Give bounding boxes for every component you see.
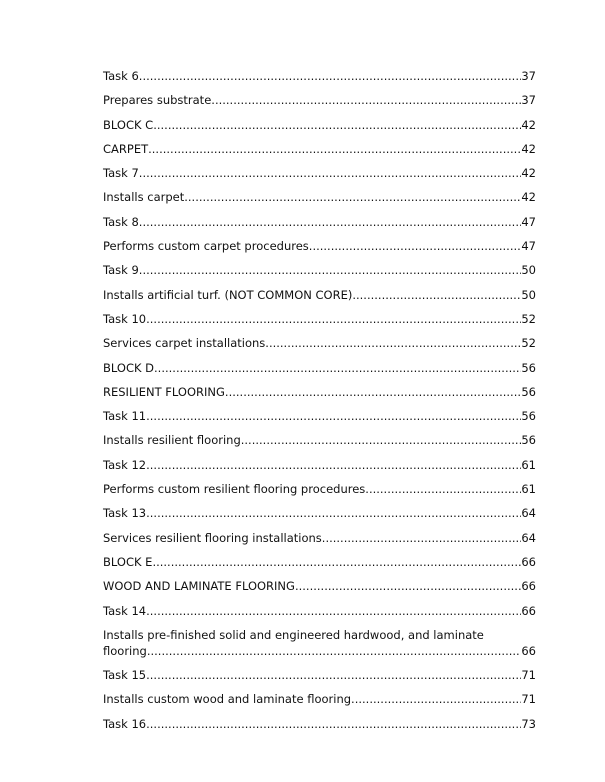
dot-leader [146, 457, 521, 473]
dot-leader [355, 691, 522, 707]
toc-entry-installs-carpet[interactable] [103, 189, 536, 205]
toc-entry-label: Installs resilient flooring. [103, 433, 245, 448]
dot-leader [154, 360, 521, 376]
toc-entry-page: 64 [521, 530, 536, 545]
toc-entry-label: Task 11 [103, 409, 147, 424]
toc-entry-block-e[interactable] [103, 554, 536, 570]
table-of-contents [103, 68, 536, 740]
toc-entry-wood-laminate[interactable] [103, 578, 536, 594]
toc-entry-resilient-flooring[interactable] [103, 384, 536, 400]
toc-entry-page: 56 [521, 409, 536, 424]
dot-leader [352, 287, 521, 303]
dot-leader [215, 92, 521, 108]
toc-entry-label: Task 16 [103, 716, 147, 731]
toc-entry-task-7[interactable] [103, 165, 536, 181]
toc-entry-label: Performs custom carpet procedures. [103, 239, 313, 254]
toc-entry-page: 50 [521, 287, 536, 302]
dot-leader [146, 603, 521, 619]
dot-leader [148, 141, 521, 157]
toc-entry-page: 37 [521, 69, 536, 83]
dot-leader [139, 68, 522, 84]
dot-leader [369, 481, 521, 497]
toc-entry-page: 61 [521, 482, 536, 497]
toc-entry-label: Task 6 [103, 69, 139, 83]
dot-leader [146, 505, 521, 521]
toc-entry-installs-resilient[interactable] [103, 432, 536, 448]
dot-leader [139, 262, 522, 278]
toc-entry-label: BLOCK E [103, 554, 153, 569]
toc-entry-block-d[interactable] [103, 360, 536, 376]
dot-leader [153, 117, 521, 133]
toc-entry-page: 61 [521, 457, 536, 472]
toc-entry-page: 56 [521, 360, 536, 375]
toc-entry-page: 47 [521, 214, 536, 229]
dot-leader [146, 408, 521, 424]
toc-entry-task-16[interactable] [103, 716, 536, 732]
dot-leader [146, 716, 521, 732]
toc-entry-label: CARPET [103, 141, 149, 156]
toc-entry-services-resilient[interactable] [103, 530, 536, 546]
dot-leader [325, 530, 521, 546]
toc-entry-page: 52 [521, 311, 536, 326]
toc-entry-label: Installs pre-finished solid and engineered hardwood, and laminate [103, 627, 484, 642]
toc-entry-label: Task 14 [103, 603, 147, 618]
toc-entry-label: Task 15 [103, 668, 147, 683]
dot-leader [139, 214, 522, 230]
toc-entry-label: Task 12 [103, 457, 147, 472]
dot-leader [146, 667, 521, 683]
toc-entry-page: 50 [521, 263, 536, 278]
dot-leader [139, 165, 522, 181]
dot-leader [312, 238, 521, 254]
toc-entry-label: Services resilient flooring installations. [103, 530, 326, 545]
toc-entry-label: BLOCK D [103, 360, 155, 375]
toc-entry-carpet[interactable] [103, 141, 536, 157]
toc-entry-block-c[interactable] [103, 117, 536, 133]
toc-entry-label: BLOCK C [103, 117, 154, 132]
dot-leader [188, 189, 521, 205]
toc-entry-task-14[interactable] [103, 603, 536, 619]
toc-entry-page: 56 [521, 384, 536, 399]
toc-entry-task-15[interactable] [103, 667, 536, 683]
toc-entry-page: 71 [521, 692, 536, 707]
toc-entry-label: WOOD AND LAMINATE FLOORING [103, 579, 295, 594]
toc-entry-label: Task 13 [103, 506, 147, 521]
toc-entry-task-6[interactable] [103, 68, 536, 84]
dot-leader [146, 311, 521, 327]
toc-entry-page: 66 [521, 554, 536, 569]
toc-entry-page: 37 [521, 93, 536, 108]
dot-leader [150, 643, 521, 659]
dot-leader [295, 578, 521, 594]
toc-entry-continuation [103, 643, 536, 659]
toc-entry-page: 56 [521, 433, 536, 448]
toc-entry-label: Installs artificial turf. (NOT COMMON CORE) [103, 287, 353, 302]
toc-entry-artificial-turf[interactable] [103, 287, 536, 303]
toc-entry-task-10[interactable] [103, 311, 536, 327]
toc-entry-page: 71 [521, 668, 536, 683]
dot-leader [225, 384, 521, 400]
dot-leader [269, 335, 521, 351]
toc-entry-task-12[interactable] [103, 457, 536, 473]
toc-entry-label: Task 10 [103, 311, 147, 326]
dot-leader [244, 432, 521, 448]
dot-leader [152, 554, 521, 570]
toc-entry-custom-resilient[interactable] [103, 481, 536, 497]
toc-entry-page: 64 [521, 506, 536, 521]
toc-entry-page: 47 [521, 239, 536, 254]
toc-entry-label-cont: flooring. [103, 643, 151, 658]
toc-entry-task-8[interactable] [103, 214, 536, 230]
toc-entry-page: 42 [521, 117, 536, 132]
toc-entry-label: Task 7 [103, 166, 139, 181]
toc-entry-custom-carpet-procedures[interactable] [103, 238, 536, 254]
toc-entry-task-11[interactable] [103, 408, 536, 424]
toc-entry-label: RESILIENT FLOORING [103, 384, 225, 399]
toc-entry-page: 42 [521, 166, 536, 181]
toc-entry-label: Task 9 [103, 263, 139, 278]
toc-entry-custom-wood[interactable] [103, 691, 536, 707]
toc-entry-hardwood-laminate[interactable] [103, 627, 536, 659]
toc-entry-page: 66 [521, 579, 536, 594]
toc-entry-page: 66 [521, 643, 536, 658]
toc-entry-label: Installs custom wood and laminate flooring. [103, 692, 355, 707]
toc-entry-task-9[interactable] [103, 262, 536, 278]
toc-entry-prepares-substrate[interactable] [103, 92, 536, 108]
toc-entry-label: Installs carpet. [103, 190, 188, 205]
toc-entry-page: 73 [521, 716, 536, 731]
toc-entry-label: Prepares substrate. [103, 93, 215, 108]
toc-entry-page: 42 [521, 141, 536, 156]
toc-entry-task-13[interactable] [103, 505, 536, 521]
toc-entry-services-carpet[interactable] [103, 335, 536, 351]
toc-entry-page: 42 [521, 190, 536, 205]
toc-entry-label: Services carpet installations. [103, 336, 269, 351]
toc-entry-page: 52 [521, 336, 536, 351]
toc-entry-page: 66 [521, 603, 536, 618]
toc-entry-label: Performs custom resilient flooring procedures. [103, 482, 369, 497]
toc-entry-label: Task 8 [103, 214, 139, 229]
